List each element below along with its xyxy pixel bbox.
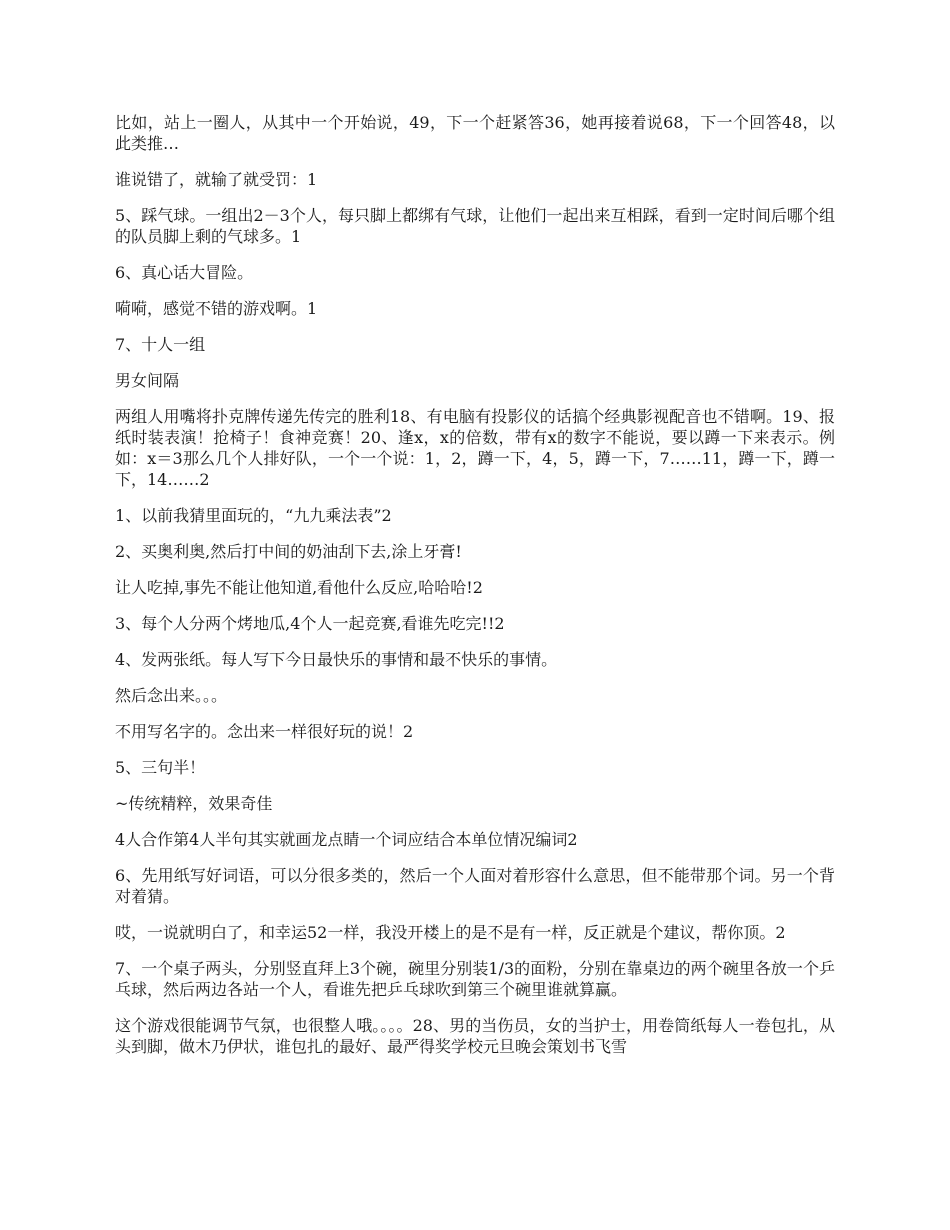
paragraph: ~传统精粹，效果奇佳 — [115, 794, 273, 813]
document-body — [115, 112, 835, 1072]
paragraph: 不用写名字的。念出来一样很好玩的说！2 — [115, 722, 414, 741]
paragraph: 两组人用嘴将扑克牌传递先传完的胜利18、有电脑有投影仪的话搞个经典影视配音也不错啊。19、报纸时装表演！抢椅子！食神竞赛！20、逢x，x的倍数，带有x的数字不能说，要以蹲一下来表示。例如：x＝3那么几个人排好队，一个一个说：1，2，蹲一下，4，5，蹲一下，7……11，蹲一下，蹲一下，14……2 — [115, 407, 835, 489]
paragraph: 5、踩气球。一组出2－3个人，每只脚上都绑有气球，让他们一起出来互相踩，看到一定时间后哪个组的队员脚上剩的气球多。1 — [115, 206, 835, 246]
paragraph: 4人合作第4人半句其实就画龙点睛一个词应结合本单位情况编词2 — [115, 830, 578, 849]
paragraph: 谁说错了，就输了就受罚：1 — [115, 170, 318, 189]
paragraph: 6、先用纸写好词语，可以分很多类的，然后一个人面对着形容什么意思，但不能带那个词。另一个背对着猜。 — [115, 866, 835, 906]
paragraph: 然后念出来。。。 — [115, 686, 228, 705]
paragraph: 5、三句半！ — [115, 758, 206, 777]
paragraph: 6、真心话大冒险。 — [115, 263, 254, 282]
paragraph: 3、每个人分两个烤地瓜,4个人一起竞赛,看谁先吃完!!2 — [115, 614, 505, 633]
paragraph: 让人吃掉,事先不能让他知道,看他什么反应,哈哈哈!2 — [115, 578, 483, 597]
paragraph: 这个游戏很能调节气氛，也很整人哦。。。。28、男的当伤员，女的当护士，用卷筒纸每人一卷包扎，从头到脚，做木乃伊状，谁包扎的最好、最严得奖学校元旦晚会策划书飞雪 — [115, 1016, 835, 1056]
paragraph: 男女间隔 — [115, 371, 180, 390]
paragraph: 7、一个桌子两头，分别竖直拜上3个碗，碗里分别装1/3的面粉，分别在靠桌边的两个碗里各放一个乒乓球，然后两边各站一个人，看谁先把乒乓球吹到第三个碗里谁就算赢。 — [115, 959, 835, 999]
paragraph: 7、十人一组 — [115, 335, 206, 354]
paragraph: 2、买奥利奥,然后打中间的奶油刮下去,涂上牙膏! — [115, 542, 462, 561]
paragraph: 嗬嗬，感觉不错的游戏啊。1 — [115, 299, 318, 318]
paragraph: 1、以前我猜里面玩的，“九九乘法表”2 — [115, 506, 392, 525]
paragraph: 比如，站上一圈人，从其中一个开始说，49，下一个赶紧答36，她再接着说68，下一个回答48，以此类推… — [115, 113, 835, 153]
paragraph: 哎，一说就明白了，和幸运52一样，我没开楼上的是不是有一样，反正就是个建议，帮你顶。2 — [115, 923, 786, 942]
paragraph: 4、发两张纸。每人写下今日最快乐的事情和最不快乐的事情。 — [115, 650, 558, 669]
